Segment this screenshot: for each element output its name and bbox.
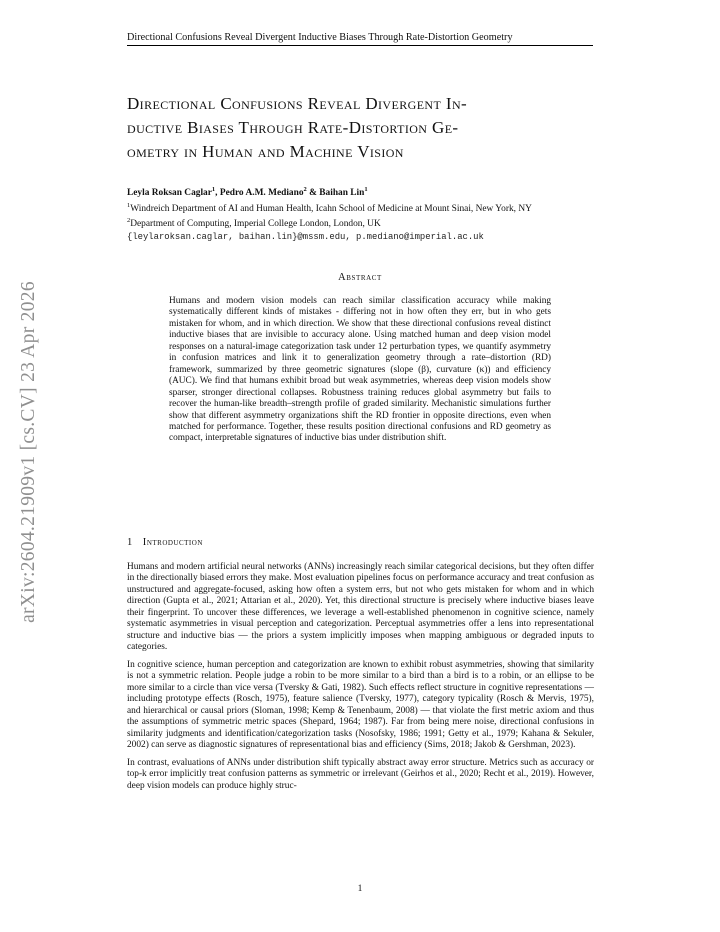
page-number: 1 [357,884,363,894]
title-line-2: ductive Biases Through Rate-Distortion Ge- [127,118,459,137]
paragraph: Humans and modern artificial neural networks (ANNs) increasingly reach similar categorical decisions, but they often differ in the directionally biased errors they make. Most evaluation pipelines focus on performance accuracy and treat confusion as unstructured and aggregate-focused, asking how often a system errs, but not who gets mistaken for whom and in which direction (Gupta et al., 2021; Attarian et al., 2020). Yet, this directional structure is precisely where inductive biases leave their fingerprint. To uncover these differences, we leverage a well-established phenomenon in cognitive science, namely systematic asymmetries in visual perception and categorization. Perceptual asymmetries offer a lens into representational structure and inductive bias — the priors a system implicitly imposes when mapping ambiguous or degraded inputs to categories. [127,562,594,653]
abstract-text: Humans and modern vision models can reach similar classification accuracy while making systematically different kinds of mistakes - differing not in how often they err, but in who gets mistaken for whom, and in which direction. We show that these directional confusions reveal distinct inductive biases that are invisible to accuracy alone. Using matched human and deep vision model responses on a natural-image categorization task under 12 perturbation types, we quantify asymmetry in confusion matrices and link it to generalization geometry through a rate–distortion (RD) framework, summarized by three geometric signatures (slope (β), curvature (κ)) and efficiency (AUC). We find that humans exhibit broad but weak asymmetries, whereas deep vision models show sparser, stronger directional collapses. Robustness training reduces global asymmetry but fails to recover the human-like breadth–strength profile of graded similarity. Mechanistic simulations further show that different asymmetry organizations shift the RD frontier in opposite directions, even when matched for performance. Together, these results position directional confusions and RD geometry as compact, interpretable signatures of inductive bias under distribution shift. [169,296,551,444]
arxiv-identifier-stamp [16,262,42,642]
affiliation-1: $^1$Windreich Department of AI and Human Health, Icahn School of Medicine at Mount Sinai, New York, NY [127,201,532,214]
arxiv-identifier-text: arXiv:2604.21909v1 [cs.CV] 23 Apr 2026 [18,281,40,623]
author-emails[interactable]: {leylaroksan.caglar, baihan.lin}@mssm.edu, p.mediano@imperial.ac.uk [127,231,484,242]
paper-title [127,92,597,164]
paragraph: In cognitive science, human perception and categorization are known to exhibit robust asymmetries, showing that similarity is not a symmetric relation. People judge a robin to be more similar to a bird than a bird is to a robin, or an ellipse to be more similar to a circle than vice versa (Tversky & Gati, 1982). Such effects reflect structure in cognitive representations — including prototype effects (Rosch, 1975), feature salience (Tversky, 1977), category typicality (Rosch & Mervis, 1975), and hierarchical or causal priors (Sloman, 1998; Kemp & Tenenbaum, 2008) — that violate the first metric axiom and thus the assumptions of symmetric metric spaces (Shepard, 1964; 1987). Far from being mere noise, directional confusions in similarity judgments and identification/categorization tasks (Nosofsky, 1986; 1991; Getty et al., 1979; Kahana & Sekuler, 2002) can serve as diagnostic signatures of representational bias and efficiency (Sims, 2018; Jakob & Gershman, 2023). [127,659,594,751]
title-line-3: ometry in Human and Machine Vision [127,142,404,161]
affiliation-2: $^2$Department of Computing, Imperial College London, London, UK [127,217,381,230]
introduction-body [127,562,594,799]
running-header: Directional Confusions Reveal Divergent Inductive Biases Through Rate-Distortion Geometry [127,32,593,46]
title-line-1: Directional Confusions Reveal Divergent In- [127,94,468,113]
author-block [127,184,647,243]
paragraph: In contrast, evaluations of ANNs under distribution shift typically abstract away error structure. Metrics such as accuracy or top-k error implicitly treat confusion patterns as symmetric or irrelevant (Geirhos et al., 2020; Recht et al., 2019). However, deep vision models can produce highly struc- [127,757,594,791]
section-title: Introduction [142,537,203,548]
section-number: 1 [127,537,133,548]
abstract-heading: Abstract [338,272,382,283]
author-names: Leyla Roksan Caglar$^1$, Pedro A.M. Mediano$^2$ & Baihan Lin$^1$ [127,186,368,199]
section-heading-introduction [127,537,203,548]
